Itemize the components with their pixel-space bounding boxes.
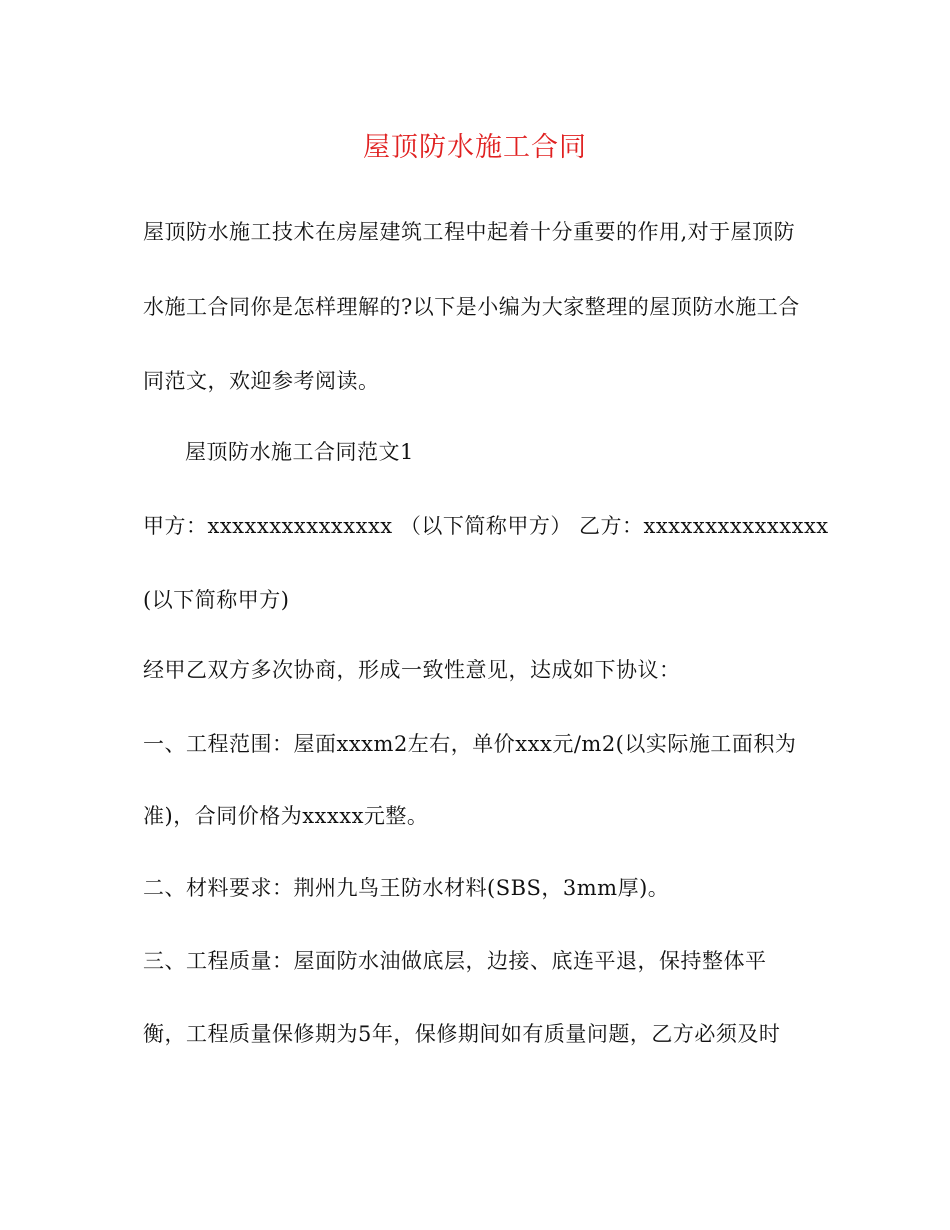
clause-3-line-1: 三、工程质量：屋面防水油做底层，边接、底连平退，保持整体平 bbox=[143, 949, 767, 973]
body-line-2: 水施工合同你是怎样理解的?以下是小编为大家整理的屋顶防水施工合 bbox=[143, 295, 800, 319]
agreement-intro: 经甲乙双方多次协商，形成一致性意见，达成如下协议： bbox=[143, 658, 681, 682]
party-line: 甲方：xxxxxxxxxxxxxxx （以下简称甲方） 乙方：xxxxxxxxxxxxxxx bbox=[143, 514, 829, 538]
section-heading: 屋顶防水施工合同范文1 bbox=[185, 440, 414, 464]
document-title: 屋顶防水施工合同 bbox=[363, 132, 587, 163]
party-line-continued: (以下简称甲方) bbox=[143, 588, 290, 612]
body-line-1: 屋顶防水施工技术在房屋建筑工程中起着十分重要的作用,对于屋顶防 bbox=[143, 220, 796, 244]
clause-3-line-2: 衡，工程质量保修期为5年，保修期间如有质量问题，乙方必须及时 bbox=[143, 1022, 781, 1046]
clause-1-line-1: 一、工程范围：屋面xxxm2左右，单价xxx元/m2(以实际施工面积为 bbox=[143, 732, 797, 756]
clause-1-line-2: 准)，合同价格为xxxxx元整。 bbox=[143, 804, 429, 828]
body-line-3: 同范文，欢迎参考阅读。 bbox=[143, 369, 380, 393]
clause-2: 二、材料要求：荆州九鸟王防水材料(SBS，3mm厚)。 bbox=[143, 876, 670, 900]
